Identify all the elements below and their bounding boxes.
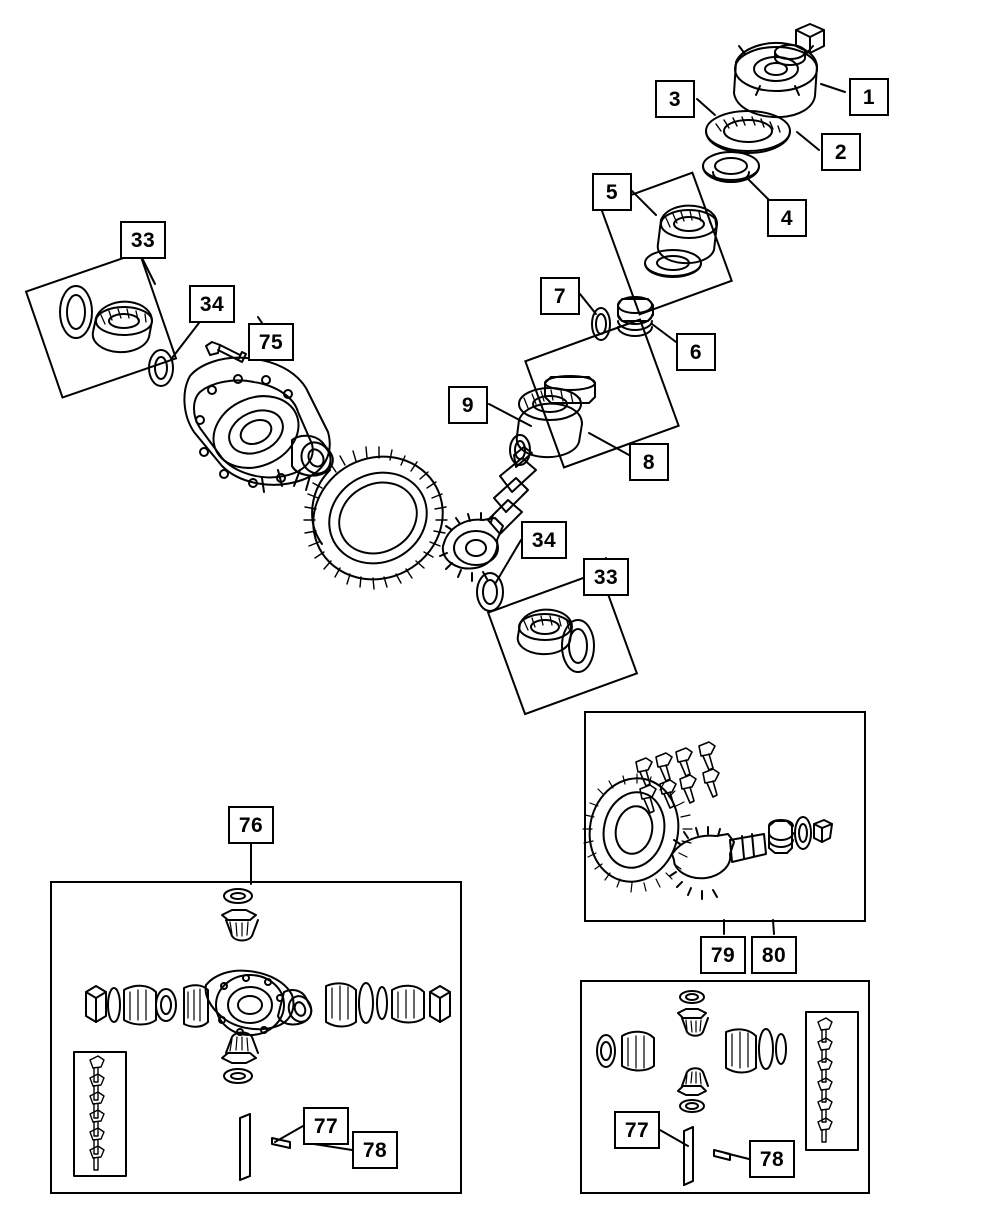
callout-2[interactable]: 2: [821, 133, 861, 171]
callout-77-left[interactable]: 77: [303, 1107, 349, 1145]
callout-6[interactable]: 6: [676, 333, 716, 371]
callout-9[interactable]: 9: [448, 386, 488, 424]
callout-8[interactable]: 8: [629, 443, 669, 481]
callout-4[interactable]: 4: [767, 199, 807, 237]
part-pinion-gear: [440, 447, 536, 581]
callout-78-right[interactable]: 78: [749, 1140, 795, 1178]
callout-33-upper[interactable]: 33: [120, 221, 166, 259]
panel-ring-pinion-set: [584, 711, 866, 922]
callout-75[interactable]: 75: [248, 323, 294, 361]
callout-77-right[interactable]: 77: [614, 1111, 660, 1149]
callout-78-left[interactable]: 78: [352, 1131, 398, 1169]
panel-differential-gear-kit: [580, 980, 870, 1194]
callout-34-lower[interactable]: 34: [521, 521, 567, 559]
part-flange-assembly: [703, 24, 824, 182]
callout-76[interactable]: 76: [228, 806, 274, 844]
part-differential-carrier: [184, 358, 336, 492]
callout-33-lower[interactable]: 33: [583, 558, 629, 596]
callout-3[interactable]: 3: [655, 80, 695, 118]
part-ring-gear: [292, 434, 465, 602]
callout-34-upper[interactable]: 34: [189, 285, 235, 323]
panel-differential-case-kit: [50, 881, 462, 1194]
callout-7[interactable]: 7: [540, 277, 580, 315]
callout-80[interactable]: 80: [751, 936, 797, 974]
callout-5[interactable]: 5: [592, 173, 632, 211]
callout-79[interactable]: 79: [700, 936, 746, 974]
callout-1[interactable]: 1: [849, 78, 889, 116]
